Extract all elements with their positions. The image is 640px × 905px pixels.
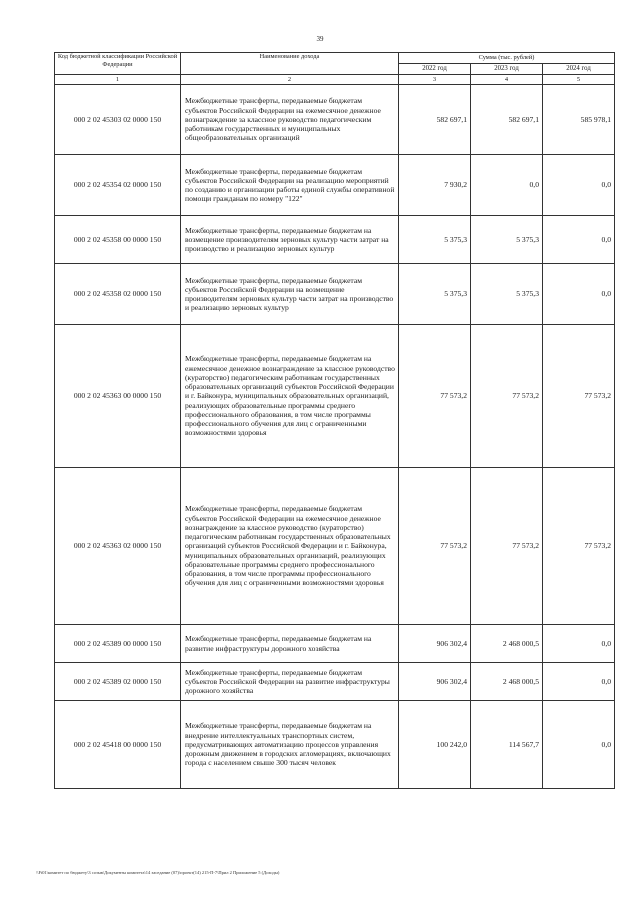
row-value-2023: 2 468 000,5 <box>471 663 543 701</box>
row-name: Межбюджетные трансферты, передаваемые бюджетам на внедрение интеллектуальных транспортных систем, предусматривающих автоматизацию процессов управления дорожным движением в городских агломерациях, включающих города с населением свыше 300 тысяч человек <box>181 701 399 789</box>
row-value-2024: 77 573,2 <box>543 325 615 468</box>
row-value-2023: 77 573,2 <box>471 468 543 625</box>
row-code: 000 2 02 45358 02 0000 150 <box>55 264 181 325</box>
row-name: Межбюджетные трансферты, передаваемые бюджетам на возмещение производителям зерновых культур части затрат на производство и реализацию зерновых культур <box>181 216 399 264</box>
row-value-2023: 2 468 000,5 <box>471 625 543 663</box>
header-sum: Сумма (тыс. рублей) <box>399 53 615 64</box>
row-code: 000 2 02 45363 02 0000 150 <box>55 468 181 625</box>
row-value-2022: 906 302,4 <box>399 663 471 701</box>
row-value-2022: 906 302,4 <box>399 625 471 663</box>
row-value-2023: 114 567,7 <box>471 701 543 789</box>
row-name: Межбюджетные трансферты, передаваемые бюджетам субъектов Российской Федерации на ежемесячное денежное вознаграждение за классное руководство педагогическим работникам государственных и муниципальных общеобразовательных организаций <box>181 85 399 155</box>
row-code: 000 2 02 45358 00 0000 150 <box>55 216 181 264</box>
row-code: 000 2 02 45418 00 0000 150 <box>55 701 181 789</box>
row-name: Межбюджетные трансферты, передаваемые бюджетам субъектов Российской Федерации на ежемесячное денежное вознаграждение за классное руководство (кураторство) педагогическим работникам государственных образовательных организаций субъектов Российской Федерации и г. Байконура, муниципальных образовательных организаций, реализующих образовательные программы среднего профессионального образования, в том числе программы профессионального обучения для лиц с ограниченными возможностями здоровья <box>181 468 399 625</box>
row-value-2024: 0,0 <box>543 625 615 663</box>
row-value-2024: 77 573,2 <box>543 468 615 625</box>
row-name: Межбюджетные трансферты, передаваемые бюджетам на развитие инфраструктуры дорожного хозяйства <box>181 625 399 663</box>
row-code: 000 2 02 45389 02 0000 150 <box>55 663 181 701</box>
row-value-2022: 582 697,1 <box>399 85 471 155</box>
row-code: 000 2 02 45363 00 0000 150 <box>55 325 181 468</box>
column-number: 1 <box>55 75 181 85</box>
table-row <box>55 216 615 264</box>
row-code: 000 2 02 45389 00 0000 150 <box>55 625 181 663</box>
row-value-2023: 0,0 <box>471 155 543 216</box>
row-value-2022: 7 930,2 <box>399 155 471 216</box>
row-value-2024: 585 978,1 <box>543 85 615 155</box>
row-value-2023: 5 375,3 <box>471 264 543 325</box>
row-value-2024: 0,0 <box>543 264 615 325</box>
row-name: Межбюджетные трансферты, передаваемые бюджетам на ежемесячное денежное вознаграждение за классное руководство (кураторство) педагогическим работникам государственных образовательных организаций субъектов Российской Федерации и г. Байконура, муниципальных образовательных организаций, реализующих образовательные программы среднего профессионального образования, в том числе программы профессионального обучения для лиц с ограниченными возможностями здоровья <box>181 325 399 468</box>
column-number: 2 <box>181 75 399 85</box>
table-row <box>55 85 615 155</box>
table-row <box>55 264 615 325</box>
row-value-2022: 77 573,2 <box>399 325 471 468</box>
header-year: 2022 год <box>399 64 471 75</box>
column-number-row <box>55 75 615 85</box>
page-number: 39 <box>316 35 324 43</box>
row-value-2023: 582 697,1 <box>471 85 543 155</box>
row-value-2022: 5 375,3 <box>399 264 471 325</box>
row-code: 000 2 02 45303 02 0000 150 <box>55 85 181 155</box>
revenue-table <box>54 52 615 789</box>
header-code: Код бюджетной классификации Российской Федерации <box>55 53 181 75</box>
table-row <box>55 701 615 789</box>
column-number: 4 <box>471 75 543 85</box>
header-year: 2024 год <box>543 64 615 75</box>
table-row <box>55 155 615 216</box>
table-row <box>55 325 615 468</box>
row-code: 000 2 02 45354 02 0000 150 <box>55 155 181 216</box>
row-value-2024: 0,0 <box>543 663 615 701</box>
row-name: Межбюджетные трансферты, передаваемые бюджетам субъектов Российской Федерации на развитие инфраструктуры дорожного хозяйства <box>181 663 399 701</box>
row-name: Межбюджетные трансферты, передаваемые бюджетам субъектов Российской Федерации на реализацию мероприятий по созданию и организации работы единой службы оперативной помощи гражданам по номеру "122" <box>181 155 399 216</box>
row-value-2022: 5 375,3 <box>399 216 471 264</box>
row-value-2022: 100 242,0 <box>399 701 471 789</box>
header-year: 2023 год <box>471 64 543 75</box>
row-value-2023: 77 573,2 <box>471 325 543 468</box>
footer-file-path: \\Ft01\комитет по бюджету\3 созыв\Документы комитета\14 заседание (07)\проект(14) 215-П-7\Прил 2 Приложение 5 (Доходы) <box>36 870 280 875</box>
table-row <box>55 468 615 625</box>
column-number: 5 <box>543 75 615 85</box>
row-value-2024: 0,0 <box>543 155 615 216</box>
row-value-2024: 0,0 <box>543 701 615 789</box>
row-name: Межбюджетные трансферты, передаваемые бюджетам субъектов Российской Федерации на возмещение производителям зерновых культур части затрат на производство и реализацию зерновых культур <box>181 264 399 325</box>
header-name: Наименование дохода <box>181 53 399 75</box>
table-row <box>55 663 615 701</box>
row-value-2024: 0,0 <box>543 216 615 264</box>
row-value-2023: 5 375,3 <box>471 216 543 264</box>
table-row <box>55 625 615 663</box>
row-value-2022: 77 573,2 <box>399 468 471 625</box>
column-number: 3 <box>399 75 471 85</box>
